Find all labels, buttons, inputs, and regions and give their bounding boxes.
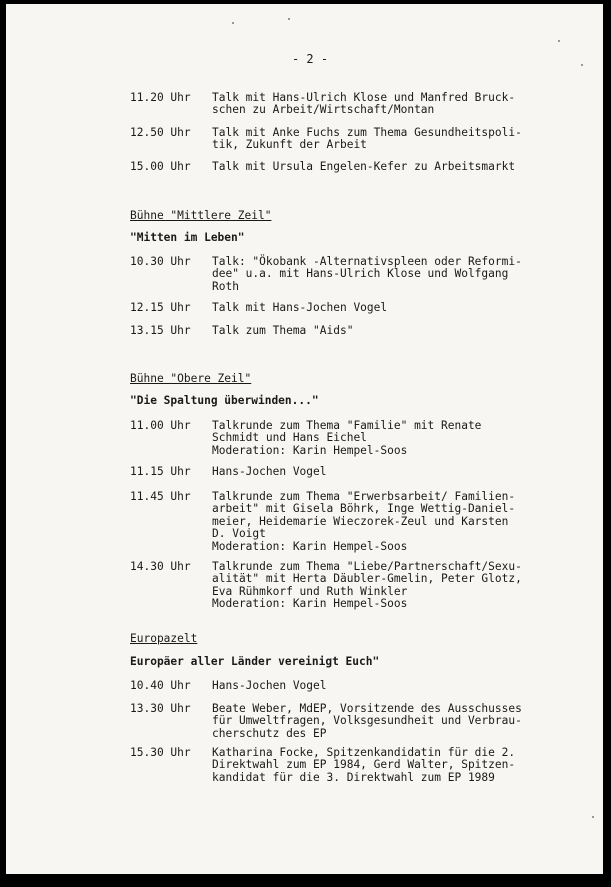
entry-time: 12.50 Uhr <box>130 126 191 139</box>
scan-speck <box>232 22 234 24</box>
description-line: Talkrunde zum Thema "Familie" mit Renate <box>212 419 482 432</box>
description-line: Direktwahl zum EP 1984, Gerd Walter, Spitzen- <box>212 758 516 772</box>
entry-time: 15.00 Uhr <box>130 160 191 173</box>
description-line: Moderation: Karin Hempel-Soos <box>212 443 408 457</box>
entry-description <box>212 703 542 740</box>
section-heading: Bühne "Mittlere Zeil" <box>130 209 272 222</box>
description-line: Talk mit Hans-Ulrich Klose und Manfred Bruck- <box>212 91 516 104</box>
description-line: Talk mit Anke Fuchs zum Thema Gesundheitspoli- <box>212 126 522 139</box>
scan-speck <box>558 40 560 42</box>
description-line: Roth <box>212 279 239 293</box>
page-number: - 2 - <box>291 52 329 66</box>
entry-description <box>212 92 542 117</box>
description-line: Talk mit Hans-Jochen Vogel <box>212 301 388 314</box>
entry-time: 15.30 Uhr <box>130 746 191 759</box>
description-line: tik, Zukunft der Arbeit <box>212 138 367 152</box>
entry-time: 13.15 Uhr <box>130 324 191 337</box>
entry-description <box>212 256 542 293</box>
entry-description <box>212 302 542 314</box>
description-line: für Umweltfragen, Volksgesundheit und Verbrau- <box>212 714 522 728</box>
entry-time: 14.30 Uhr <box>130 560 191 573</box>
entry-time: 10.40 Uhr <box>130 679 191 692</box>
entry-time: 12.15 Uhr <box>130 301 191 314</box>
description-line: Talkrunde zum Thema "Erwerbsarbeit/ Familien- <box>212 490 516 503</box>
section-motto: "Mitten im Leben" <box>130 231 245 244</box>
entry-description <box>212 466 542 478</box>
entry-description <box>212 420 542 457</box>
description-line: Moderation: Karin Hempel-Soos <box>212 539 408 553</box>
section-motto: Europäer aller Länder vereinigt Euch" <box>130 655 380 668</box>
description-line: Talkrunde zum Thema "Liebe/Partnerschaft/Sexu- <box>212 560 522 573</box>
description-line: Moderation: Karin Hempel-Soos <box>212 597 408 611</box>
description-line: Talk zum Thema "Aids" <box>212 324 354 337</box>
description-line: Hans-Jochen Vogel <box>212 465 327 478</box>
entry-description <box>212 127 542 152</box>
description-line: Hans-Jochen Vogel <box>212 679 327 692</box>
document-page <box>6 4 603 874</box>
description-line: cherschutz des EP <box>212 726 327 740</box>
entry-time: 11.20 Uhr <box>130 91 191 104</box>
entry-time: 11.00 Uhr <box>130 419 191 432</box>
scan-speck <box>288 18 290 20</box>
description-line: arbeit" mit Gisela Böhrk, Inge Wettig-Daniel- <box>212 502 516 516</box>
description-line: D. Voigt <box>212 527 266 541</box>
entry-description <box>212 747 542 784</box>
section-motto: "Die Spaltung überwinden..." <box>130 394 319 407</box>
entry-time: 11.45 Uhr <box>130 490 191 503</box>
entry-description <box>212 325 542 337</box>
entry-description <box>212 561 542 611</box>
description-line: alität" mit Herta Däubler-Gmelin, Peter Glotz, <box>212 572 522 586</box>
section-heading: Bühne "Obere Zeil" <box>130 372 252 385</box>
description-line: Talk: "Ökobank -Alternativspleen oder Reformi- <box>212 255 522 268</box>
description-line: meier, Heidemarie Wieczorek-Zeul und Karsten <box>212 514 509 528</box>
description-line: Katharina Focke, Spitzenkandidatin für die 2. <box>212 746 516 759</box>
entry-description <box>212 491 542 553</box>
description-line: Schmidt und Hans Eichel <box>212 431 367 445</box>
description-line: Beate Weber, MdEP, Vorsitzende des Ausschusses <box>212 702 522 715</box>
description-line: dee" u.a. mit Hans-Ulrich Klose und Wolfgang <box>212 267 509 281</box>
description-line: Talk mit Ursula Engelen-Kefer zu Arbeitsmarkt <box>212 160 516 173</box>
scan-speck <box>592 816 594 818</box>
section-heading: Europazelt <box>130 632 198 645</box>
entry-time: 11.15 Uhr <box>130 465 191 478</box>
description-line: Eva Rühmkorf und Ruth Winkler <box>212 584 408 598</box>
description-line: schen zu Arbeit/Wirtschaft/Montan <box>212 103 435 117</box>
entry-time: 10.30 Uhr <box>130 255 191 268</box>
description-line: kandidat für die 3. Direktwahl zum EP 1989 <box>212 770 495 784</box>
entry-description <box>212 161 542 173</box>
scan-speck <box>581 64 583 66</box>
entry-time: 13.30 Uhr <box>130 702 191 715</box>
entry-description <box>212 680 542 692</box>
